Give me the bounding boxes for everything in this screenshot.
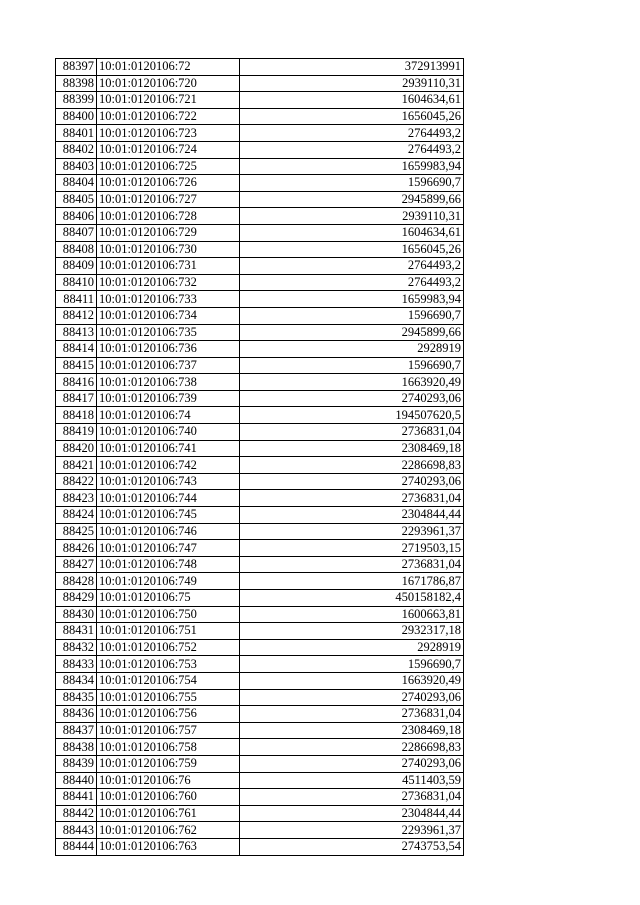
cadastral-number-cell: 10:01:0120106:722 [97, 108, 240, 125]
table-row [56, 324, 464, 341]
table-row [56, 556, 464, 573]
value-cell: 1596690,7 [240, 307, 464, 324]
value-cell: 2293961,37 [240, 523, 464, 540]
row-number-cell: 88424 [56, 507, 97, 524]
table-row [56, 507, 464, 524]
value-cell: 2932317,18 [240, 623, 464, 640]
table-row [56, 523, 464, 540]
cadastral-number-cell: 10:01:0120106:727 [97, 191, 240, 208]
table-row [56, 341, 464, 358]
value-cell: 2764493,2 [240, 258, 464, 275]
cadastral-number-cell: 10:01:0120106:756 [97, 706, 240, 723]
row-number-cell: 88435 [56, 689, 97, 706]
row-number-cell: 88427 [56, 556, 97, 573]
table-row [56, 424, 464, 441]
row-number-cell: 88404 [56, 175, 97, 192]
value-cell: 2304844,44 [240, 805, 464, 822]
table-row [56, 307, 464, 324]
row-number-cell: 88434 [56, 672, 97, 689]
row-number-cell: 88401 [56, 125, 97, 142]
row-number-cell: 88400 [56, 108, 97, 125]
row-number-cell: 88407 [56, 224, 97, 241]
cadastral-number-cell: 10:01:0120106:740 [97, 424, 240, 441]
row-number-cell: 88415 [56, 357, 97, 374]
table-row [56, 473, 464, 490]
value-cell: 1596690,7 [240, 175, 464, 192]
value-cell: 1656045,26 [240, 241, 464, 258]
cadastral-number-cell: 10:01:0120106:749 [97, 573, 240, 590]
cadastral-number-cell: 10:01:0120106:762 [97, 822, 240, 839]
table-row [56, 772, 464, 789]
value-cell: 2308469,18 [240, 440, 464, 457]
value-cell: 2945899,66 [240, 324, 464, 341]
table-row [56, 623, 464, 640]
value-cell: 2286698,83 [240, 739, 464, 756]
value-cell: 2286698,83 [240, 457, 464, 474]
row-number-cell: 88412 [56, 307, 97, 324]
table-row [56, 838, 464, 855]
cadastral-number-cell: 10:01:0120106:755 [97, 689, 240, 706]
cadastral-number-cell: 10:01:0120106:734 [97, 307, 240, 324]
row-number-cell: 88441 [56, 789, 97, 806]
value-cell: 1604634,61 [240, 224, 464, 241]
cadastral-number-cell: 10:01:0120106:754 [97, 672, 240, 689]
value-cell: 2736831,04 [240, 556, 464, 573]
value-cell: 372913991 [240, 59, 464, 76]
row-number-cell: 88410 [56, 274, 97, 291]
row-number-cell: 88420 [56, 440, 97, 457]
value-cell: 1656045,26 [240, 108, 464, 125]
cadastral-number-cell: 10:01:0120106:746 [97, 523, 240, 540]
row-number-cell: 88405 [56, 191, 97, 208]
value-cell: 2743753,54 [240, 838, 464, 855]
row-number-cell: 88429 [56, 590, 97, 607]
cadastral-number-cell: 10:01:0120106:763 [97, 838, 240, 855]
value-cell: 450158182,4 [240, 590, 464, 607]
row-number-cell: 88433 [56, 656, 97, 673]
value-cell: 2736831,04 [240, 789, 464, 806]
row-number-cell: 88428 [56, 573, 97, 590]
cadastral-number-cell: 10:01:0120106:760 [97, 789, 240, 806]
cadastral-number-cell: 10:01:0120106:752 [97, 639, 240, 656]
cadastral-number-cell: 10:01:0120106:732 [97, 274, 240, 291]
table-row [56, 440, 464, 457]
row-number-cell: 88422 [56, 473, 97, 490]
value-cell: 1604634,61 [240, 92, 464, 109]
cadastral-number-cell: 10:01:0120106:745 [97, 507, 240, 524]
row-number-cell: 88402 [56, 141, 97, 158]
table-row [56, 755, 464, 772]
table-row [56, 357, 464, 374]
cadastral-number-cell: 10:01:0120106:738 [97, 374, 240, 391]
cadastral-number-cell: 10:01:0120106:726 [97, 175, 240, 192]
table-row [56, 739, 464, 756]
value-cell: 1600663,81 [240, 606, 464, 623]
row-number-cell: 88432 [56, 639, 97, 656]
row-number-cell: 88419 [56, 424, 97, 441]
table-row [56, 590, 464, 607]
table-row [56, 108, 464, 125]
value-cell: 2736831,04 [240, 706, 464, 723]
row-number-cell: 88406 [56, 208, 97, 225]
cadastral-number-cell: 10:01:0120106:735 [97, 324, 240, 341]
cadastral-number-cell: 10:01:0120106:751 [97, 623, 240, 640]
cadastral-number-cell: 10:01:0120106:721 [97, 92, 240, 109]
row-number-cell: 88426 [56, 540, 97, 557]
row-number-cell: 88438 [56, 739, 97, 756]
row-number-cell: 88443 [56, 822, 97, 839]
value-cell: 2945899,66 [240, 191, 464, 208]
value-cell: 2740293,06 [240, 473, 464, 490]
row-number-cell: 88409 [56, 258, 97, 275]
table-row [56, 457, 464, 474]
value-cell: 2740293,06 [240, 390, 464, 407]
cadastral-number-cell: 10:01:0120106:750 [97, 606, 240, 623]
row-number-cell: 88414 [56, 341, 97, 358]
row-number-cell: 88399 [56, 92, 97, 109]
value-cell: 2764493,2 [240, 274, 464, 291]
value-cell: 2764493,2 [240, 141, 464, 158]
row-number-cell: 88398 [56, 75, 97, 92]
value-cell: 2740293,06 [240, 755, 464, 772]
table-row [56, 390, 464, 407]
cadastral-number-cell: 10:01:0120106:724 [97, 141, 240, 158]
cadastral-number-cell: 10:01:0120106:729 [97, 224, 240, 241]
value-cell: 2736831,04 [240, 424, 464, 441]
table-row [56, 274, 464, 291]
value-cell: 2304844,44 [240, 507, 464, 524]
value-cell: 2764493,2 [240, 125, 464, 142]
cadastral-number-cell: 10:01:0120106:759 [97, 755, 240, 772]
table-row [56, 606, 464, 623]
row-number-cell: 88418 [56, 407, 97, 424]
row-number-cell: 88411 [56, 291, 97, 308]
table-row [56, 141, 464, 158]
row-number-cell: 88444 [56, 838, 97, 855]
value-cell: 2293961,37 [240, 822, 464, 839]
table-row [56, 258, 464, 275]
row-number-cell: 88416 [56, 374, 97, 391]
cadastral-number-cell: 10:01:0120106:744 [97, 490, 240, 507]
cadastral-number-cell: 10:01:0120106:741 [97, 440, 240, 457]
value-cell: 4511403,59 [240, 772, 464, 789]
cadastral-number-cell: 10:01:0120106:74 [97, 407, 240, 424]
value-cell: 1659983,94 [240, 291, 464, 308]
table-row [56, 689, 464, 706]
row-number-cell: 88408 [56, 241, 97, 258]
row-number-cell: 88397 [56, 59, 97, 76]
table-row [56, 92, 464, 109]
table-row [56, 224, 464, 241]
cadastral-number-cell: 10:01:0120106:747 [97, 540, 240, 557]
value-cell: 2928919 [240, 341, 464, 358]
row-number-cell: 88421 [56, 457, 97, 474]
row-number-cell: 88439 [56, 755, 97, 772]
table-row [56, 672, 464, 689]
row-number-cell: 88430 [56, 606, 97, 623]
table-row [56, 191, 464, 208]
table-row [56, 722, 464, 739]
row-number-cell: 88413 [56, 324, 97, 341]
cadastral-number-cell: 10:01:0120106:725 [97, 158, 240, 175]
cadastral-number-cell: 10:01:0120106:761 [97, 805, 240, 822]
row-number-cell: 88431 [56, 623, 97, 640]
value-cell: 2308469,18 [240, 722, 464, 739]
row-number-cell: 88442 [56, 805, 97, 822]
cadastral-number-cell: 10:01:0120106:72 [97, 59, 240, 76]
row-number-cell: 88423 [56, 490, 97, 507]
table-row [56, 789, 464, 806]
cadastral-number-cell: 10:01:0120106:736 [97, 341, 240, 358]
cadastral-number-cell: 10:01:0120106:737 [97, 357, 240, 374]
cadastral-number-cell: 10:01:0120106:723 [97, 125, 240, 142]
cadastral-number-cell: 10:01:0120106:739 [97, 390, 240, 407]
row-number-cell: 88403 [56, 158, 97, 175]
value-cell: 194507620,5 [240, 407, 464, 424]
value-cell: 2928919 [240, 639, 464, 656]
value-cell: 2736831,04 [240, 490, 464, 507]
table-row [56, 805, 464, 822]
value-cell: 2939110,31 [240, 75, 464, 92]
value-cell: 1596690,7 [240, 656, 464, 673]
table-row [56, 241, 464, 258]
value-cell: 2740293,06 [240, 689, 464, 706]
table-row [56, 59, 464, 76]
value-cell: 1663920,49 [240, 672, 464, 689]
cadastral-number-cell: 10:01:0120106:757 [97, 722, 240, 739]
table-row [56, 75, 464, 92]
table-row [56, 540, 464, 557]
table-row [56, 407, 464, 424]
table-row [56, 490, 464, 507]
table-row [56, 175, 464, 192]
table-row [56, 125, 464, 142]
value-cell: 1596690,7 [240, 357, 464, 374]
table-row [56, 158, 464, 175]
cadastral-number-cell: 10:01:0120106:720 [97, 75, 240, 92]
value-cell: 1671786,87 [240, 573, 464, 590]
table-row [56, 208, 464, 225]
row-number-cell: 88437 [56, 722, 97, 739]
table-row [56, 822, 464, 839]
table-body [56, 59, 464, 856]
table-row [56, 706, 464, 723]
value-cell: 1659983,94 [240, 158, 464, 175]
row-number-cell: 88417 [56, 390, 97, 407]
cadastral-number-cell: 10:01:0120106:76 [97, 772, 240, 789]
row-number-cell: 88436 [56, 706, 97, 723]
row-number-cell: 88425 [56, 523, 97, 540]
table-row [56, 291, 464, 308]
cadastral-number-cell: 10:01:0120106:731 [97, 258, 240, 275]
value-cell: 2939110,31 [240, 208, 464, 225]
cadastral-number-cell: 10:01:0120106:75 [97, 590, 240, 607]
row-number-cell: 88440 [56, 772, 97, 789]
value-cell: 2719503,15 [240, 540, 464, 557]
cadastral-number-cell: 10:01:0120106:728 [97, 208, 240, 225]
value-cell: 1663920,49 [240, 374, 464, 391]
table-row [56, 573, 464, 590]
cadastral-number-cell: 10:01:0120106:730 [97, 241, 240, 258]
cadastral-number-cell: 10:01:0120106:753 [97, 656, 240, 673]
cadastral-number-cell: 10:01:0120106:758 [97, 739, 240, 756]
table-row [56, 374, 464, 391]
cadastral-number-cell: 10:01:0120106:742 [97, 457, 240, 474]
cadastral-number-cell: 10:01:0120106:733 [97, 291, 240, 308]
table-row [56, 639, 464, 656]
data-table [55, 58, 464, 856]
cadastral-number-cell: 10:01:0120106:743 [97, 473, 240, 490]
cadastral-number-cell: 10:01:0120106:748 [97, 556, 240, 573]
table-row [56, 656, 464, 673]
